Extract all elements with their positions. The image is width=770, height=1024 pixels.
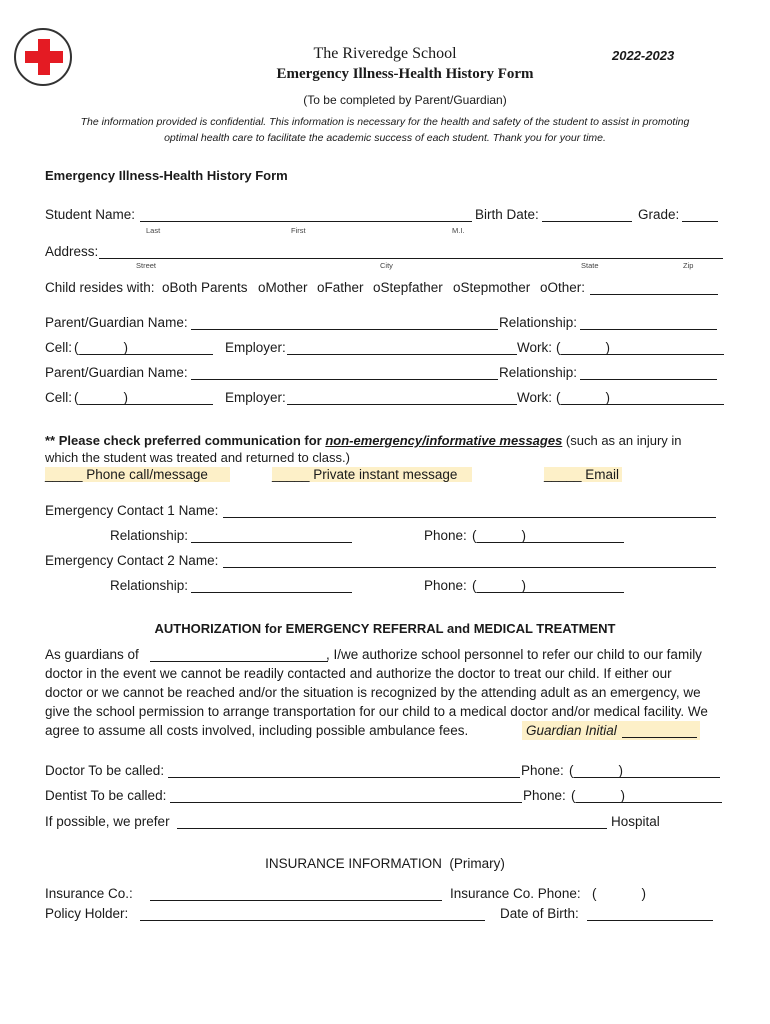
policy-holder-label: Policy Holder:	[45, 906, 129, 921]
contact1-relationship-label: Relationship:	[110, 528, 189, 543]
contact2-phone-paren: (______)	[472, 578, 527, 593]
resides-stepfather[interactable]: oStepfather	[373, 280, 443, 295]
guardian2-work-label: Work:	[517, 390, 553, 405]
communication-line-2: which the student was treated and returned to class.)	[45, 450, 350, 465]
guardian2-work-paren: (______)	[556, 390, 611, 405]
authorization-line-1b: , I/we authorize school personnel to refer our child to our family	[326, 647, 702, 662]
dob-label: Date of Birth:	[500, 906, 579, 921]
authorization-line-4: give the school permission to arrange transportation for our child to a medical doctor and/or medical facility. We	[45, 704, 708, 719]
last-caption: Last	[146, 226, 161, 235]
guardian1-relationship-label: Relationship:	[499, 315, 578, 330]
dentist-field[interactable]	[170, 788, 522, 803]
communication-prefix: ** Please check preferred communication for	[45, 433, 326, 448]
authorization-line-2: doctor in the event we cannot be readily contacted and authorize the doctor to treat our child. If either our	[45, 666, 672, 681]
communication-instructions	[45, 433, 682, 448]
guardian2-cell-paren: (______)	[74, 390, 129, 405]
form-subtitle: (To be completed by Parent/Guardian)	[303, 93, 507, 107]
dentist-phone-paren: (______)	[571, 788, 626, 803]
contact2-name-field[interactable]	[223, 553, 716, 568]
school-name: The Riveredge School	[313, 45, 457, 62]
contact2-name-label: Emergency Contact 2 Name:	[45, 553, 219, 568]
authorization-title: AUTHORIZATION for EMERGENCY REFERRAL and MEDICAL TREATMENT	[154, 621, 616, 636]
contact1-phone-field[interactable]	[477, 528, 624, 543]
insurance-phone-field[interactable]: ( )	[592, 886, 646, 901]
confidential-line-1: The information provided is confidential. This information is necessary for the health and safety of the student to assist in promoting	[80, 116, 690, 128]
dentist-label: Dentist To be called:	[45, 788, 167, 803]
form-title: Emergency Illness-Health History Form	[276, 66, 534, 82]
guardian1-cell-label: Cell:	[45, 340, 73, 355]
grade-field[interactable]	[682, 207, 718, 222]
resides-father[interactable]: oFather	[317, 280, 364, 295]
email-option[interactable]: _____ Email	[544, 467, 622, 482]
guardian1-name-label: Parent/Guardian Name:	[45, 315, 188, 330]
contact2-relationship-label: Relationship:	[110, 578, 189, 593]
doctor-phone-paren: (______)	[569, 763, 624, 778]
dob-field[interactable]	[587, 906, 713, 921]
zip-caption: Zip	[683, 261, 694, 270]
guardian2-employer-field[interactable]	[287, 390, 517, 405]
guardian2-name-label: Parent/Guardian Name:	[45, 365, 188, 380]
policy-holder-field[interactable]	[140, 906, 485, 921]
communication-suffix: (such as an injury in	[562, 433, 682, 448]
insurance-co-field[interactable]	[150, 886, 442, 901]
resides-both-parents[interactable]: oBoth Parents	[162, 280, 248, 295]
guardian2-name-field[interactable]	[191, 365, 498, 380]
phone-call-option[interactable]: _____ Phone call/message	[45, 467, 230, 482]
dentist-phone-label: Phone:	[523, 788, 566, 803]
resides-other-field[interactable]	[590, 280, 718, 295]
address-label: Address:	[45, 244, 99, 259]
guardian2-relationship-field[interactable]	[580, 365, 717, 380]
birth-date-label: Birth Date:	[475, 207, 539, 222]
student-name-field[interactable]	[140, 207, 472, 222]
student-name-label: Student Name:	[45, 207, 136, 222]
grade-label: Grade:	[638, 207, 680, 222]
guardian1-relationship-field[interactable]	[580, 315, 717, 330]
guardian2-work-field[interactable]	[561, 390, 724, 405]
contact1-phone-label: Phone:	[424, 528, 467, 543]
guardian1-cell-field[interactable]	[80, 340, 213, 355]
guardian1-work-field[interactable]	[561, 340, 724, 355]
doctor-field[interactable]	[168, 763, 520, 778]
guardian1-work-paren: (______)	[556, 340, 611, 355]
birth-date-field[interactable]	[542, 207, 632, 222]
section-title: Emergency Illness-Health History Form	[45, 168, 288, 183]
instant-message-option[interactable]: _____ Private instant message	[272, 467, 472, 482]
contact1-phone-paren: (______)	[472, 528, 527, 543]
mi-caption: M.I.	[452, 226, 465, 235]
guardian2-relationship-label: Relationship:	[499, 365, 578, 380]
guardian1-name-field[interactable]	[191, 315, 498, 330]
city-caption: City	[380, 261, 393, 270]
dentist-phone-field[interactable]	[576, 788, 722, 803]
resides-other[interactable]: oOther:	[540, 280, 586, 295]
confidential-line-2: optimal health care to facilitate the academic success of each student. Thank you for your time.	[164, 132, 606, 144]
guardian2-cell-label: Cell:	[45, 390, 73, 405]
doctor-phone-label: Phone:	[521, 763, 564, 778]
insurance-co-label: Insurance Co.:	[45, 886, 133, 901]
guardians-of-field[interactable]	[150, 647, 328, 662]
hospital-suffix: Hospital	[611, 814, 660, 829]
authorization-line-1a: As guardians of	[45, 647, 139, 662]
guardian-initial-label: Guardian Initial	[526, 723, 617, 738]
first-caption: First	[291, 226, 306, 235]
state-caption: State	[581, 261, 599, 270]
contact1-relationship-field[interactable]	[191, 528, 352, 543]
hospital-field[interactable]	[177, 814, 607, 829]
school-year: 2022-2023	[612, 48, 675, 63]
hospital-prefix: If possible, we prefer	[45, 814, 170, 829]
guardian2-employer-label: Employer:	[225, 390, 286, 405]
doctor-phone-field[interactable]	[574, 763, 720, 778]
doctor-label: Doctor To be called:	[45, 763, 165, 778]
contact1-name-field[interactable]	[223, 503, 716, 518]
communication-emphasis: non-emergency/informative messages	[325, 433, 563, 448]
guardian1-work-label: Work:	[517, 340, 553, 355]
insurance-title: INSURANCE INFORMATION (Primary)	[265, 856, 505, 871]
guardian2-cell-field[interactable]	[80, 390, 213, 405]
street-caption: Street	[136, 261, 157, 270]
address-field[interactable]	[99, 244, 723, 259]
authorization-line-3: doctor or we cannot be reached and/or the situation is recognized by the attending adult as an emergency, we	[45, 685, 701, 700]
contact2-phone-field[interactable]	[477, 578, 624, 593]
resides-label: Child resides with:	[45, 280, 155, 295]
contact2-phone-label: Phone:	[424, 578, 467, 593]
authorization-line-5: agree to assume all costs involved, including possible ambulance fees.	[45, 723, 469, 738]
resides-mother[interactable]: oMother	[258, 280, 308, 295]
contact1-name-label: Emergency Contact 1 Name:	[45, 503, 219, 518]
guardian1-employer-field[interactable]	[287, 340, 517, 355]
insurance-phone-label: Insurance Co. Phone:	[450, 886, 581, 901]
guardian-initial-field[interactable]	[622, 723, 697, 738]
guardian1-cell-paren: (______)	[74, 340, 129, 355]
contact2-relationship-field[interactable]	[191, 578, 352, 593]
resides-stepmother[interactable]: oStepmother	[453, 280, 531, 295]
guardian1-employer-label: Employer:	[225, 340, 286, 355]
